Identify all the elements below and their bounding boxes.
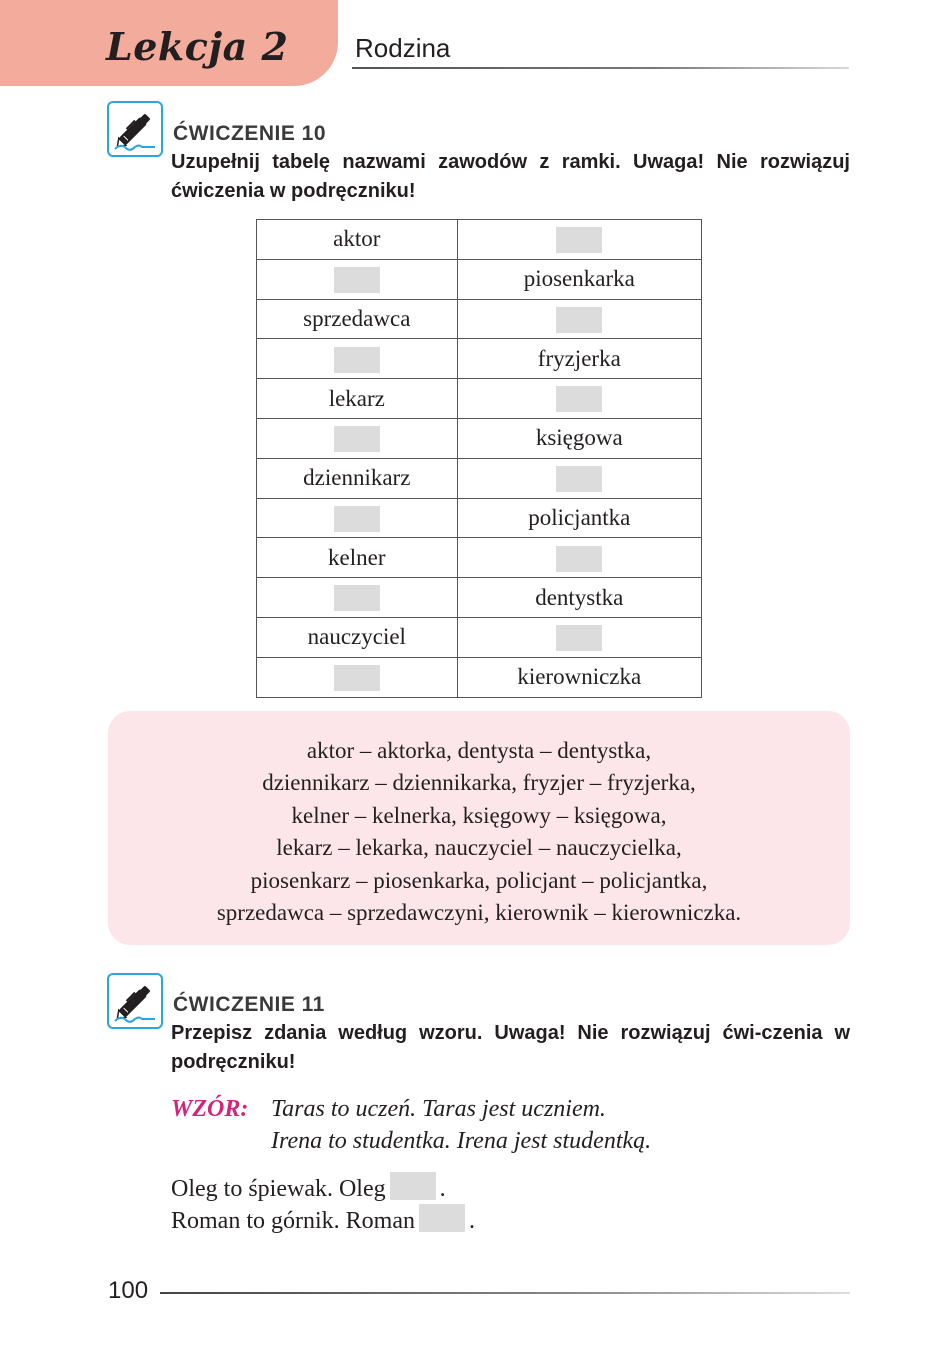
feminine-cell bbox=[457, 299, 701, 339]
answer-blank bbox=[334, 347, 380, 373]
profession-label: piosenkarka bbox=[523, 266, 635, 292]
table-row bbox=[257, 657, 702, 697]
profession-label: aktor bbox=[333, 226, 381, 252]
answer-blank bbox=[556, 466, 602, 492]
masculine-cell bbox=[257, 498, 458, 538]
header-divider bbox=[352, 67, 849, 69]
masculine-cell bbox=[257, 578, 458, 618]
feminine-cell bbox=[457, 538, 701, 578]
footer-divider bbox=[160, 1292, 850, 1294]
answer-blank bbox=[556, 625, 602, 651]
task-text: Oleg to śpiewak. Oleg bbox=[171, 1176, 386, 1202]
professions-table bbox=[256, 219, 702, 698]
table-row bbox=[257, 538, 702, 578]
profession-label: księgowa bbox=[535, 425, 623, 451]
table-row bbox=[257, 379, 702, 419]
exercise-10-instruction: Uzupełnij tabelę nazwami zawodów z ramki. Uwaga! Nie rozwiązuj ćwiczenia w podręczniku! bbox=[171, 151, 850, 202]
feminine-cell bbox=[457, 259, 701, 299]
masculine-cell bbox=[257, 379, 458, 419]
task-line bbox=[171, 1172, 446, 1203]
answer-blank bbox=[334, 665, 380, 691]
masculine-cell bbox=[257, 657, 458, 697]
answer-blank bbox=[390, 1172, 436, 1200]
word-box-line: kelner – kelnerka, księgowy – księgowa, bbox=[291, 802, 667, 828]
table-row bbox=[257, 458, 702, 498]
profession-label: fryzjerka bbox=[537, 345, 621, 371]
profession-label: dentystka bbox=[535, 584, 624, 610]
feminine-cell bbox=[457, 578, 701, 618]
masculine-cell bbox=[257, 220, 458, 260]
answer-blank bbox=[556, 546, 602, 572]
exercise-11-heading: ĆWICZENIE 11 bbox=[173, 993, 325, 1016]
pen-writing-icon bbox=[107, 973, 163, 1029]
profession-label: policjantka bbox=[528, 504, 631, 530]
profession-label: kelner bbox=[328, 544, 386, 570]
table-row bbox=[257, 418, 702, 458]
feminine-cell bbox=[457, 617, 701, 657]
task-end: . bbox=[439, 1176, 446, 1202]
page-number: 100 bbox=[108, 1277, 149, 1304]
profession-label: dziennikarz bbox=[303, 465, 411, 491]
feminine-cell bbox=[457, 498, 701, 538]
table-row bbox=[257, 339, 702, 379]
masculine-cell bbox=[257, 299, 458, 339]
task-text: Roman to górnik. Roman bbox=[171, 1208, 415, 1234]
answer-blank bbox=[334, 426, 380, 452]
answer-blank bbox=[419, 1204, 465, 1232]
profession-label: lekarz bbox=[328, 385, 385, 411]
masculine-cell bbox=[257, 538, 458, 578]
wzor-example-line: Irena to studentka. Irena jest studentką. bbox=[271, 1128, 652, 1154]
table-row bbox=[257, 498, 702, 538]
masculine-cell bbox=[257, 418, 458, 458]
table-row bbox=[257, 259, 702, 299]
feminine-cell bbox=[457, 418, 701, 458]
profession-label: sprzedawca bbox=[303, 305, 411, 331]
masculine-cell bbox=[257, 339, 458, 379]
masculine-cell bbox=[257, 458, 458, 498]
word-box-line: sprzedawca – sprzedawczyni, kierownik – kierowniczka. bbox=[216, 900, 742, 926]
answer-blank bbox=[556, 386, 602, 412]
word-box bbox=[108, 711, 850, 945]
feminine-cell bbox=[457, 220, 701, 260]
word-box-line: piosenkarz – piosenkarka, policjant – policjantka, bbox=[250, 867, 708, 893]
chapter-title: Rodzina bbox=[355, 33, 451, 63]
feminine-cell bbox=[457, 458, 701, 498]
masculine-cell bbox=[257, 259, 458, 299]
masculine-cell bbox=[257, 617, 458, 657]
answer-blank bbox=[556, 227, 602, 253]
table-row bbox=[257, 617, 702, 657]
profession-label: kierowniczka bbox=[517, 664, 642, 690]
feminine-cell bbox=[457, 657, 701, 697]
answer-blank bbox=[334, 585, 380, 611]
feminine-cell bbox=[457, 339, 701, 379]
exercise-10-heading: ĆWICZENIE 10 bbox=[173, 122, 327, 145]
profession-label: nauczyciel bbox=[307, 624, 406, 650]
task-line bbox=[171, 1204, 475, 1235]
table-row bbox=[257, 578, 702, 618]
wzor-label: WZÓR: bbox=[171, 1096, 249, 1122]
table-row bbox=[257, 220, 702, 260]
lesson-title: Lekcja 2 bbox=[106, 24, 289, 69]
word-box-line: aktor – aktorka, dentysta – dentystka, bbox=[306, 738, 652, 763]
answer-blank bbox=[334, 506, 380, 532]
task-end: . bbox=[468, 1208, 475, 1234]
word-box-line: dziennikarz – dziennikarka, fryzjer – fryzjerka, bbox=[262, 770, 696, 796]
answer-blank bbox=[556, 307, 602, 333]
feminine-cell bbox=[457, 379, 701, 419]
exercise-11-instruction: Przepisz zdania według wzoru. Uwaga! Nie rozwiązuj ćwi-czenia w podręczniku! bbox=[171, 1022, 850, 1073]
table-row bbox=[257, 299, 702, 339]
answer-blank bbox=[334, 267, 380, 293]
wzor-example-line: Taras to uczeń. Taras jest uczniem. bbox=[271, 1096, 606, 1122]
pen-writing-icon bbox=[107, 101, 163, 157]
word-box-line: lekarz – lekarka, nauczyciel – nauczycielka, bbox=[276, 835, 682, 861]
